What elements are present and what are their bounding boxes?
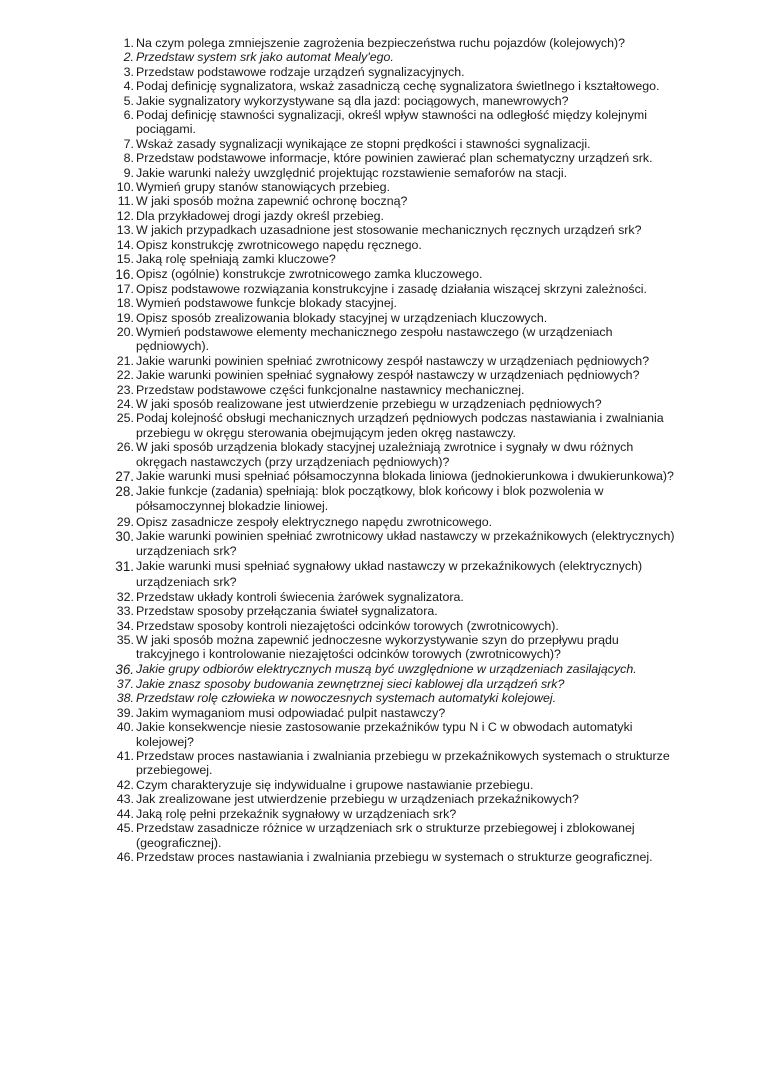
question-item: [104, 36, 680, 50]
question-text: Opisz konstrukcję zwrotnicowego napędu ręcznego.: [136, 237, 422, 252]
question-number: 18.: [116, 296, 134, 311]
question-text: Czym charakteryzuje się indywidualne i grupowe nastawianie przebiegu.: [136, 777, 534, 792]
question-number: 26.: [116, 440, 134, 455]
question-number: 11.: [117, 194, 134, 209]
question-number: 27.: [115, 468, 134, 484]
question-number: 3.: [123, 64, 134, 79]
question-text: Jakie konsekwencje niesie zastosowanie przekaźników typu N i C w obwodach automatyki kolejowej?: [136, 720, 633, 749]
question-text: Jak zrealizowane jest utwierdzenie przebiegu w urządzeniach przekaźnikowych?: [136, 792, 579, 807]
question-item: [104, 252, 680, 266]
question-item: [104, 677, 680, 691]
question-item: [104, 151, 680, 165]
question-number: 39.: [116, 705, 134, 720]
question-text: W jaki sposób można zapewnić ochronę boczną?: [136, 194, 408, 209]
question-text: Przedstaw system srk jako automat Mealy'ego.: [136, 50, 394, 65]
question-item: [104, 604, 680, 618]
question-item: [104, 94, 680, 108]
question-number: 12.: [116, 208, 134, 223]
question-text: Przedstaw sposoby przełączania świateł sygnalizatora.: [136, 604, 438, 619]
question-number: 43.: [116, 792, 134, 807]
question-text: Opisz zasadnicze zespoły elektrycznego napędu zwrotnicowego.: [136, 514, 493, 529]
question-number: 6.: [123, 108, 134, 123]
question-item: [104, 223, 680, 237]
question-number: 21.: [116, 353, 134, 368]
question-item: [104, 706, 680, 720]
question-number: 44.: [116, 806, 134, 821]
question-number: 1.: [123, 36, 134, 50]
question-text: Jakim wymaganiom musi odpowiadać pulpit nastawczy?: [136, 705, 446, 720]
question-item: [104, 267, 680, 282]
question-number: 19.: [116, 310, 134, 325]
question-text: Wymień podstawowe funkcje blokady stacyjnej.: [136, 296, 397, 311]
question-number: 41.: [116, 749, 134, 764]
question-number: 9.: [123, 165, 134, 180]
question-number: 28.: [115, 484, 134, 500]
question-item: [104, 559, 680, 589]
question-text: Wymień podstawowe elementy mechanicznego zespołu nastawczego (w urządzeniach pędniowych).: [136, 324, 613, 354]
question-item: [104, 166, 680, 180]
question-item: [104, 619, 680, 633]
question-item: [104, 469, 680, 484]
question-item: [104, 137, 680, 151]
question-text: Jakie warunki musi spełniać półsamoczynna blokada liniowa (jednokierunkowa i dwukierunkowa)?: [136, 468, 674, 483]
question-number: 31.: [115, 559, 134, 575]
question-item: [104, 383, 680, 397]
question-number: 17.: [116, 281, 134, 296]
question-text: Wskaż zasady sygnalizacji wynikające ze stopni prędkości i stawności sygnalizacji.: [136, 136, 591, 151]
question-text: Jakie sygnalizatory wykorzystywane są dla jazd: pociągowych, manewrowych?: [136, 93, 569, 108]
question-number: 34.: [116, 618, 134, 633]
question-item: [104, 194, 680, 208]
question-text: Jakie znasz sposoby budowania zewnętrznej sieci kablowej dla urządzeń srk?: [136, 677, 565, 692]
question-text: Podaj kolejność obsługi mechanicznych urządzeń pędniowych podczas nastawiania i zwalniania przebiegu w okręgu sterowania obejmującym jeden okręg nastawczy.: [136, 411, 664, 440]
question-number: 2.: [123, 50, 134, 65]
question-text: Jakie warunki musi spełniać sygnałowy układ nastawczy w przekaźnikowych (elektrycznych) urządzeniach srk?: [136, 559, 643, 589]
question-item: [104, 821, 680, 850]
question-number: 36.: [115, 661, 134, 677]
question-text: Jakie grupy odbiorów elektrycznych muszą być uwzględnione w urządzeniach zasilających.: [136, 661, 637, 676]
question-number: 46.: [116, 849, 134, 864]
question-item: [104, 397, 680, 411]
question-item: [104, 850, 680, 864]
question-item: [104, 749, 680, 778]
question-number: 8.: [123, 151, 134, 166]
question-item: [104, 529, 680, 559]
question-number: 20.: [116, 324, 134, 339]
question-text: Podaj definicję stawności sygnalizacji, określ wpływ stawności na odległość między kolejnymi pociągami.: [136, 108, 647, 137]
question-text: W jaki sposób realizowane jest utwierdzenie przebiegu w urządzeniach pędniowych?: [136, 396, 602, 411]
question-number: 13.: [116, 223, 134, 238]
question-item: [104, 807, 680, 821]
question-text: Wymień grupy stanów stanowiących przebieg.: [136, 180, 391, 195]
question-number: 30.: [115, 529, 134, 544]
question-item: [104, 778, 680, 792]
question-text: W jaki sposób można zapewnić jednoczesne wykorzystywanie szyn do przepływu prądu trakcyjnego i kontrolowanie niezajętości odcinków torowych (zwrotnicowych)?: [136, 633, 619, 662]
question-item: [104, 325, 680, 354]
question-number: 16.: [115, 266, 134, 282]
question-text: Opisz podstawowe rozwiązania konstrukcyjne i zasadę działania wiszącej skrzyni zależności.: [136, 281, 647, 296]
question-text: Jaką rolę spełniają zamki kluczowe?: [136, 252, 336, 267]
question-item: [104, 180, 680, 194]
question-number: 45.: [116, 821, 134, 836]
question-number: 40.: [116, 720, 134, 735]
question-text: Jaką rolę pełni przekaźnik sygnałowy w urządzeniach srk?: [136, 806, 457, 821]
question-text: Przedstaw podstawowe informacje, które powinien zawierać plan schematyczny urządzeń srk.: [136, 151, 653, 166]
question-number: 15.: [116, 252, 134, 267]
question-text: Przedstaw zasadnicze różnice w urządzeniach srk o strukturze przebiegowej i zblokowanej (geograficznej).: [136, 821, 635, 850]
question-text: Podaj definicję sygnalizatora, wskaż zasadniczą cechę sygnalizatora świetlnego i kształtowego.: [136, 79, 660, 94]
question-list: [104, 36, 680, 864]
question-number: 22.: [116, 368, 134, 383]
question-item: [104, 108, 680, 137]
question-item: [104, 50, 680, 64]
question-item: [104, 662, 680, 677]
question-text: Jakie warunki powinien spełniać zwrotnicowy zespół nastawczy w urządzeniach pędniowych?: [136, 353, 650, 368]
question-number: 7.: [123, 136, 134, 151]
question-text: Jakie warunki powinien spełniać sygnałowy zespół nastawczy w urządzeniach pędniowych?: [136, 368, 640, 383]
question-item: [104, 633, 680, 662]
question-item: [104, 209, 680, 223]
question-text: Opisz (ogólnie) konstrukcje zwrotnicowego zamka kluczowego.: [136, 266, 483, 281]
question-number: 37.: [116, 677, 134, 692]
question-text: Przedstaw proces nastawiania i zwalniania przebiegu w przekaźnikowych systemach o strukturze przebiegowej.: [136, 749, 670, 778]
question-number: 29.: [116, 514, 134, 529]
question-number: 32.: [116, 589, 134, 604]
question-item: [104, 792, 680, 806]
question-number: 14.: [116, 237, 134, 252]
question-text: Przedstaw podstawowe rodzaje urządzeń sygnalizacyjnych.: [136, 64, 465, 79]
question-item: [104, 65, 680, 79]
question-number: 35.: [116, 633, 134, 648]
question-text: W jakich przypadkach uzasadnione jest stosowanie mechanicznych ręcznych urządzeń srk?: [136, 223, 642, 238]
question-item: [104, 691, 680, 705]
question-text: Przedstaw sposoby kontroli niezajętości odcinków torowych (zwrotnicowych).: [136, 618, 559, 633]
question-item: [104, 368, 680, 382]
question-item: [104, 590, 680, 604]
question-number: 4.: [123, 79, 134, 94]
question-item: [104, 440, 680, 469]
question-number: 42.: [116, 777, 134, 792]
question-item: [104, 484, 680, 514]
question-item: [104, 296, 680, 310]
question-text: Przedstaw rolę człowieka w nowoczesnych systemach automatyki kolejowej.: [136, 691, 557, 706]
question-number: 24.: [116, 396, 134, 411]
question-number: 5.: [123, 93, 134, 108]
question-number: 38.: [116, 691, 134, 706]
question-item: [104, 311, 680, 325]
question-item: [104, 411, 680, 440]
question-text: Jakie warunki należy uwzględnić projektując rozstawienie semaforów na stacji.: [136, 165, 568, 180]
question-text: Jakie funkcje (zadania) spełniają: blok początkowy, blok końcowy i blok pozwolenia w półsamoczynnej blokadzie liniowej.: [136, 484, 604, 514]
question-number: 10.: [116, 180, 134, 195]
question-item: [104, 238, 680, 252]
question-item: [104, 720, 680, 749]
question-text: Przedstaw układy kontroli świecenia żarówek sygnalizatora.: [136, 589, 464, 604]
question-number: 23.: [116, 382, 134, 397]
question-number: 33.: [116, 604, 134, 619]
question-number: 25.: [116, 411, 134, 426]
question-item: [104, 515, 680, 529]
question-item: [104, 282, 680, 296]
question-text: W jaki sposób urządzenia blokady stacyjnej uzależniają zwrotnice i sygnały w dwu różnych okręgach nastawczych (przy urządzeniach pędniowych)?: [136, 440, 634, 469]
question-text: Jakie warunki powinien spełniać zwrotnicowy układ nastawczy w przekaźnikowych (elektrycznych) urządzeniach srk?: [136, 529, 675, 559]
question-text: Przedstaw proces nastawiania i zwalniania przebiegu w systemach o strukturze geograficznej.: [136, 849, 653, 864]
question-text: Opisz sposób zrealizowania blokady stacyjnej w urządzeniach kluczowych.: [136, 310, 548, 325]
question-text: Na czym polega zmniejszenie zagrożenia bezpieczeństwa ruchu pojazdów (kolejowych)?: [136, 36, 625, 50]
question-item: [104, 79, 680, 93]
question-text: Przedstaw podstawowe części funkcjonalne nastawnicy mechanicznej.: [136, 382, 525, 397]
question-text: Dla przykładowej drogi jazdy określ przebieg.: [136, 208, 384, 223]
question-item: [104, 354, 680, 368]
